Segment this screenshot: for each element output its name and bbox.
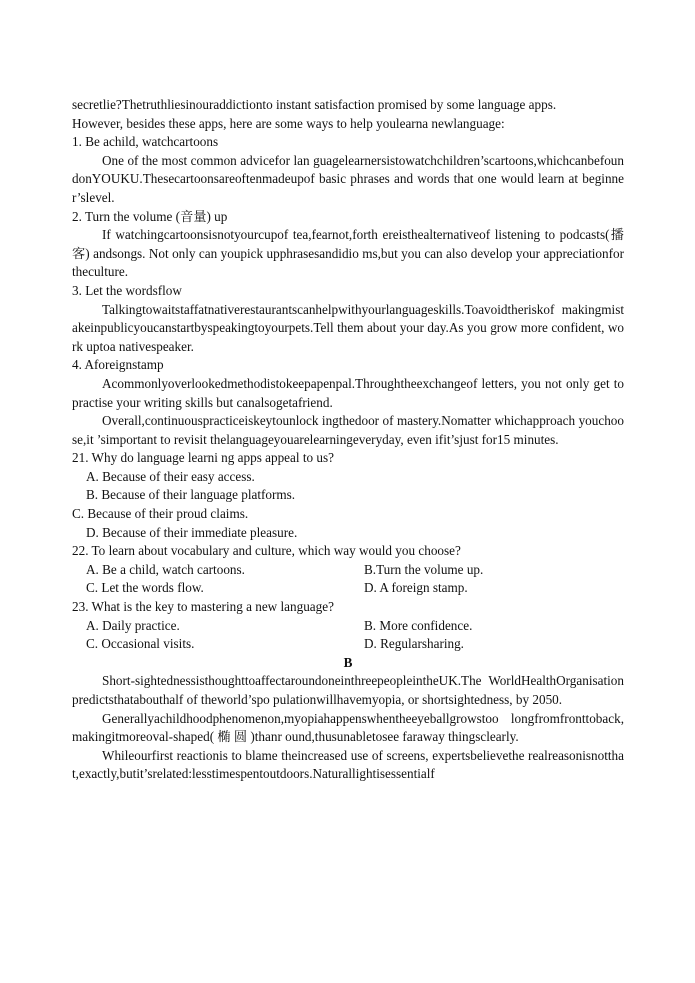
question-stem: 22. To learn about vocabulary and culture, which way would you choose? <box>72 543 461 559</box>
tip-heading: 2. Turn the volume (音量) up <box>72 208 228 224</box>
passage-b-paragraph: Short-sightednessisthoughttoaffectaroundoneinthreepeopleintheUK.The WorldHealthOrganisationpredictsthatabouthalf of theworld’spo pulationwillhavemyopia, or shortsightedness, by 2050. <box>72 673 624 707</box>
question-options <box>72 561 624 598</box>
exam-page <box>72 96 624 784</box>
passage-b-paragraph: Whileourfirst reactionis to blame theincreased use of screens, expertsbelievethe realreasonisnotthat,exactly,butit’srelated:lesstimespentoutdoors.Naturallightisessentialf <box>72 747 624 782</box>
option-a: A. Daily practice. <box>86 617 180 633</box>
option-a: A. Be a child, watch cartoons. <box>86 561 245 577</box>
tip-paragraph: One of the most common advicefor lan guagelearnersistowatchchildren’scartoons,whichcanbefoundonYOUKU.Thesecartoonsareoftenmadeupof basic phrases and words that one would learn at beginner’slevel. <box>72 152 624 205</box>
option-d: D. Because of their immediate pleasure. <box>86 524 298 540</box>
passage-b-paragraph: Generallyachildhoodphenomenon,myopiahappenswhentheeyeballgrowstoo longfromfronttoback,makingitmoreoval-shaped( 椭 圆 )thanr ound,thusunabletosee faraway thingsclearly. <box>72 710 624 745</box>
intro-tail: secretlie?Thetruthliesinouraddictionto instant satisfaction promised by some language apps. <box>72 97 557 112</box>
option-c: C. Let the words flow. <box>86 580 204 596</box>
option-d: D. Regularsharing. <box>364 636 464 652</box>
option-b: B. More confidence. <box>364 617 473 633</box>
question-stem: 21. Why do language learni ng apps appeal to us? <box>72 450 334 466</box>
question-options <box>72 468 624 542</box>
option-c: C. Occasional visits. <box>86 636 195 652</box>
tip-heading: 1. Be achild, watchcartoons <box>72 134 219 150</box>
question-options <box>72 617 624 654</box>
option-b: B. Because of their language platforms. <box>86 487 296 503</box>
question-stem: 23. What is the key to mastering a new language? <box>72 599 334 615</box>
tip-heading: 4. Aforeignstamp <box>72 357 164 373</box>
however-line: However, besides these apps, here are some ways to help youlearna newlanguage: <box>72 115 505 131</box>
passage-b-label: B <box>343 654 353 670</box>
tip-paragraph: If watchingcartoonsisnotyourcupof tea,fearnot,forth ereisthealternativeof listening to podcasts(播客) andsongs. Not only can youpick upphrasesandidio ms,but you can also develop your appreciationfor theculture. <box>72 227 624 280</box>
option-b: B.Turn the volume up. <box>364 561 484 577</box>
tip-paragraph: Talkingtowaitstaffatnativerestaurantscanhelpwithyourlanguageskills.Toavoidtheriskof makingmistakeinpublicyoucanstartbyspeakingtoyourpets.Tell them about your day.As you grow more confident, work uptoa nativespeaker. <box>72 301 624 354</box>
option-d: D. A foreign stamp. <box>364 580 468 596</box>
option-a: A. Because of their easy access. <box>86 468 255 484</box>
tip-paragraph: Acommonlyoverlookedmethodistokeepapenpal.Throughtheexchangeof letters, you not only get to practise your writing skills but canalsogetafriend. <box>72 375 624 410</box>
option-c: C. Because of their proud claims. <box>72 506 249 522</box>
conclusion-paragraph: Overall,continuouspracticeiskeytounlock ingthedoor of mastery.Nomatter whichapproach youchoose,it ’simportant to revisit thelanguageyouarelearningeveryday, even ifit’sjust for15 minutes. <box>72 413 624 447</box>
tip-heading: 3. Let the wordsflow <box>72 282 182 298</box>
